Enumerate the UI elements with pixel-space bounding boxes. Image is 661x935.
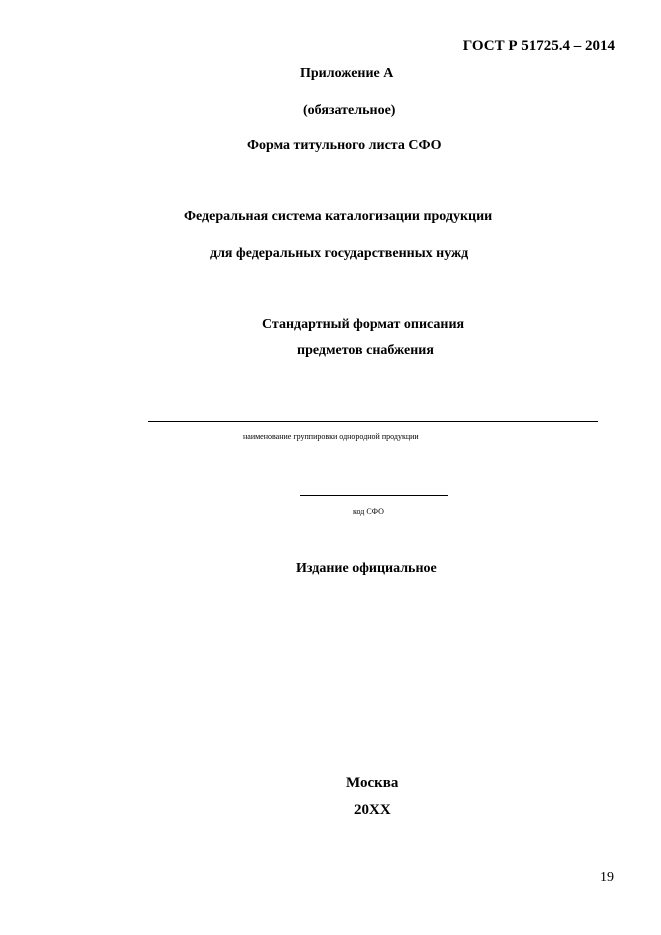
year: 20ХХ xyxy=(354,802,391,818)
code-caption: код СФО xyxy=(353,507,384,516)
appendix-title: Приложение А xyxy=(300,66,394,81)
code-line xyxy=(300,495,448,496)
format-line-1: Стандартный формат описания xyxy=(262,317,465,332)
appendix-status: (обязательное) xyxy=(303,103,396,118)
appendix-subject: Форма титульного листа СФО xyxy=(247,138,442,153)
system-line-1: Федеральная система каталогизации продукции xyxy=(184,209,493,224)
city: Москва xyxy=(346,775,399,791)
edition-label: Издание официальное xyxy=(296,561,437,576)
standard-code: ГОСТ Р 51725.4 – 2014 xyxy=(462,38,615,54)
page-number: 19 xyxy=(600,870,614,885)
format-line-2: предметов снабжения xyxy=(297,343,434,358)
group-name-caption: наименование группировки однородной продукции xyxy=(243,432,419,441)
system-line-2: для федеральных государственных нужд xyxy=(210,246,469,261)
group-name-line xyxy=(148,421,598,422)
